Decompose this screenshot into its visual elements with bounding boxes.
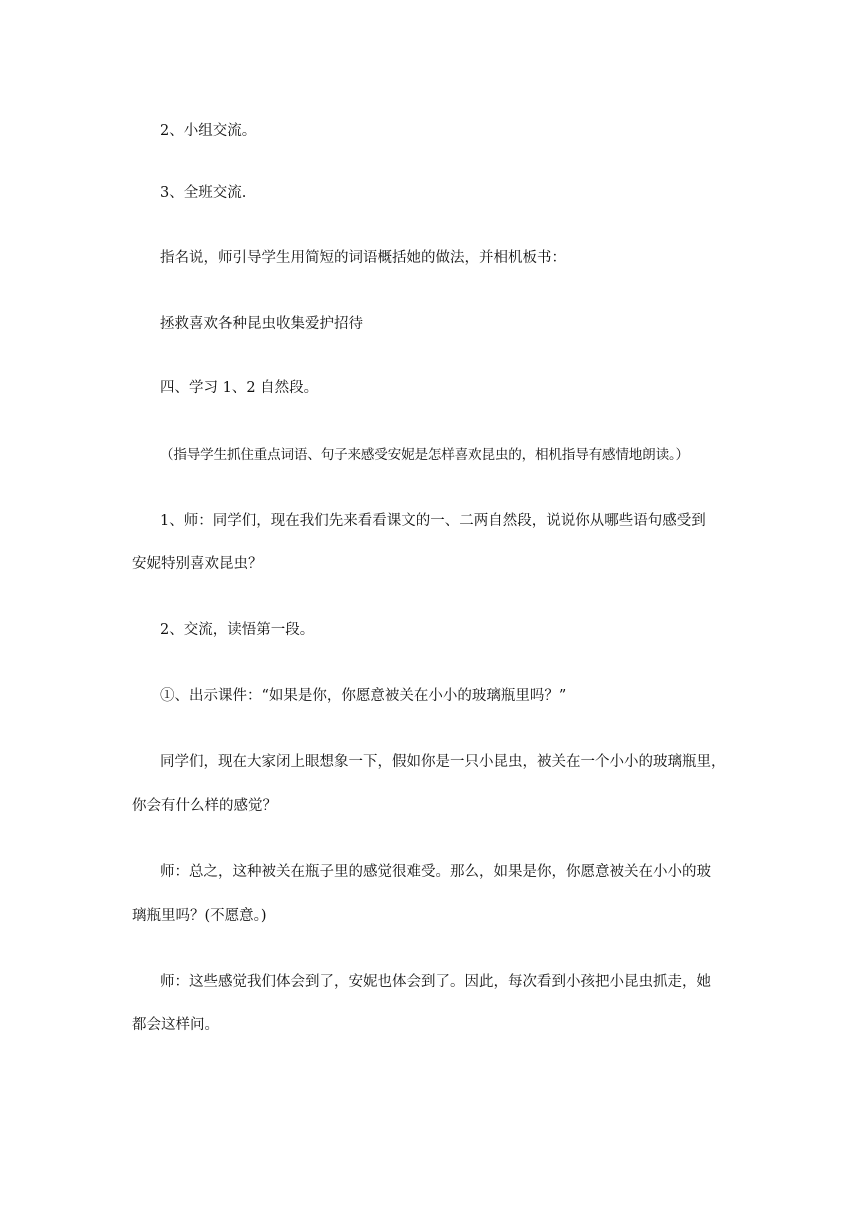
paragraph-show-courseware: ①、出示课件：“如果是你，你愿意被关在小小的玻璃瓶里吗？” [160, 688, 567, 704]
section-heading-four: 四、学习 1、2 自然段。 [160, 380, 319, 396]
paragraph-imagine-line1: 同学们，现在大家闭上眼想象一下，假如你是一只小昆虫，被关在一个小小的玻璃瓶里， [160, 754, 726, 770]
paragraph-teacher-question-line2: 安妮特别喜欢昆虫？ [132, 556, 263, 572]
paragraph-board-writing: 指名说，师引导学生用简短的词语概括她的做法，并相机板书： [160, 250, 566, 266]
paragraph-read-first-section: 2、交流，读悟第一段。 [160, 622, 315, 638]
paragraph-class-discussion: 3、全班交流. [160, 185, 247, 201]
paragraph-teacher-feeling-line1: 师：这些感觉我们体会到了，安妮也体会到了。因此，每次看到小孩把小昆虫抓走，她 [160, 974, 711, 990]
paragraph-teacher-summary-line2: 璃瓶里吗？(不愿意。) [132, 908, 267, 924]
paragraph-group-discussion: 2、小组交流。 [160, 123, 257, 139]
paragraph-imagine-line2: 你会有什么样的感觉？ [132, 798, 277, 814]
paragraph-board-words: 拯救喜欢各种昆虫收集爱护招待 [160, 316, 363, 332]
paragraph-guidance-note: （指导学生抓住重点词语、句子来感受安妮是怎样喜欢昆虫的，相机指导有感情地朗读。） [160, 447, 689, 463]
paragraph-teacher-feeling-line2: 都会这样问。 [132, 1017, 219, 1033]
paragraph-teacher-summary-line1: 师：总之，这种被关在瓶子里的感觉很难受。那么，如果是你，你愿意被关在小小的玻 [160, 864, 711, 880]
paragraph-teacher-question-line1: 1、师：同学们，现在我们先来看看课文的一、二两自然段，说说你从哪些语句感受到 [160, 513, 706, 529]
